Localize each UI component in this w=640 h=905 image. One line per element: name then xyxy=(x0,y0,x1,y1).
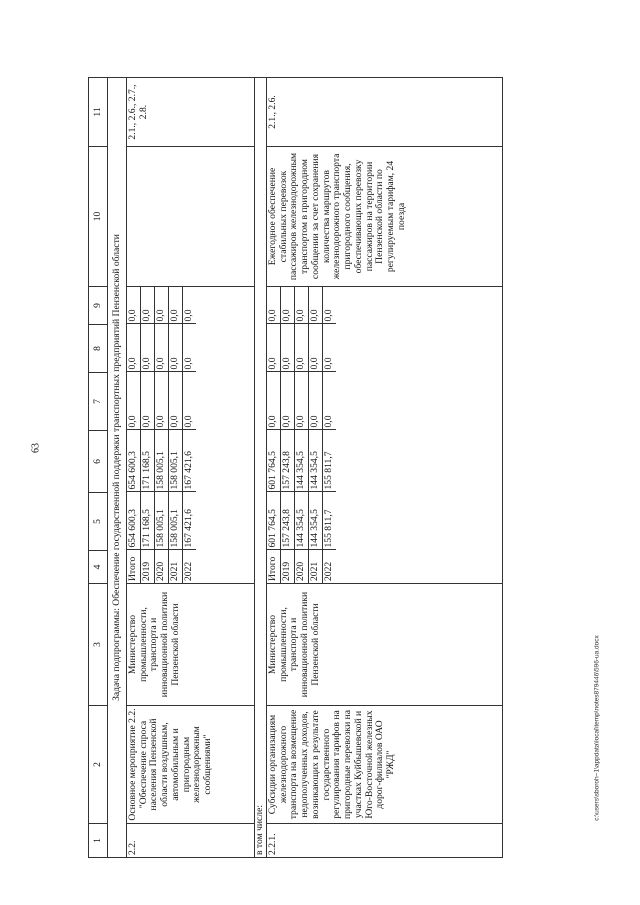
funding-row xyxy=(183,286,197,583)
executor-name: Министерство промышленности, транспорта и инновационной политики Пензенской области xyxy=(127,584,255,706)
year-cell: 2021 xyxy=(169,550,183,583)
funding-row xyxy=(295,286,309,583)
year-cell: 2020 xyxy=(295,550,309,583)
funding-row xyxy=(127,286,141,583)
federal-budget-cell: 0,0 xyxy=(141,372,155,430)
federal-budget-cell: 0,0 xyxy=(323,372,337,430)
year-cell: 2021 xyxy=(309,550,323,583)
event-name: Субсидии организациям железнодорожного транспорта на возмещение недополученных доходов, возникающих в результате государственного регулирования тарифов на пригородные перевозки на участках Куйбышевской и Юго-Восточной железных дорог-филиалов ОАО "РЖД" xyxy=(267,706,503,824)
row-number: 2.2. xyxy=(127,824,255,858)
regional-budget-cell: 601 764,5 xyxy=(267,430,281,492)
total-cell: 157 243,8 xyxy=(281,492,295,550)
local-budget-cell: 0,0 xyxy=(169,324,183,372)
header-col-9: 9 xyxy=(89,287,108,325)
federal-budget-cell: 0,0 xyxy=(267,372,281,430)
header-col-7: 7 xyxy=(89,373,108,431)
indicator-numbers: 2.1., 2.6., 2.7., 2.8. xyxy=(127,78,255,147)
header-col-1: 1 xyxy=(89,824,108,858)
expected-result: Ежегодное обеспечение стабильных перевозок пассажиров железнодорожным транспортом в пригородном сообщении за счет сохранения количества маршрутов железнодорожного транспорта пригородного сообщения, обеспечивающих перевозку пассажиров на территории Пензенской области по регулируемым тарифам, 24 поезда xyxy=(267,147,503,287)
regional-budget-cell: 167 421,6 xyxy=(183,430,197,492)
funding-row xyxy=(169,286,183,583)
header-col-10: 10 xyxy=(89,147,108,287)
federal-budget-cell: 0,0 xyxy=(281,372,295,430)
total-cell: 155 811,7 xyxy=(323,492,337,550)
federal-budget-cell: 0,0 xyxy=(183,372,197,430)
funding-row xyxy=(281,286,295,583)
header-col-3: 3 xyxy=(89,584,108,706)
header-row xyxy=(89,78,108,858)
local-budget-cell: 0,0 xyxy=(141,324,155,372)
federal-budget-cell: 0,0 xyxy=(127,372,141,430)
page-number: 63 xyxy=(30,443,42,453)
rotated-table-container xyxy=(88,78,628,858)
other-sources-cell: 0,0 xyxy=(183,286,197,324)
other-sources-cell: 0,0 xyxy=(141,286,155,324)
other-sources-cell: 0,0 xyxy=(169,286,183,324)
task-title: Задача подпрограммы: Обеспечение государственной поддержки транспортных предприятий Пензенской области xyxy=(108,78,127,858)
local-budget-cell: 0,0 xyxy=(267,324,281,372)
regional-budget-cell: 155 811,7 xyxy=(323,430,337,492)
header-col-11: 11 xyxy=(89,78,108,147)
regional-budget-cell: 158 005,1 xyxy=(169,430,183,492)
year-cell: 2022 xyxy=(323,561,335,581)
year-cell: 2019 xyxy=(281,550,295,583)
executor-name: Министерство промышленности, транспорта и инновационной политики Пензенской области xyxy=(267,584,503,706)
federal-budget-cell: 0,0 xyxy=(309,372,323,430)
table-row xyxy=(127,78,255,858)
header-col-2: 2 xyxy=(89,706,108,824)
total-cell: 171 168,5 xyxy=(141,492,155,550)
regional-budget-cell: 158 005,1 xyxy=(155,430,169,492)
funding-row xyxy=(267,286,281,583)
other-sources-cell: 0,0 xyxy=(267,286,281,324)
year-cell: 2022 xyxy=(183,561,195,581)
funding-row xyxy=(155,286,169,583)
total-cell: 158 005,1 xyxy=(155,492,169,550)
local-budget-cell: 0,0 xyxy=(309,324,323,372)
header-col-4: 4 xyxy=(89,551,108,584)
row-number: 2.2.1. xyxy=(267,824,503,858)
funding-row xyxy=(323,286,337,583)
local-budget-cell: 0,0 xyxy=(183,324,197,372)
funding-table xyxy=(127,286,196,583)
including-row xyxy=(255,78,267,858)
header-col-8: 8 xyxy=(89,325,108,373)
regional-budget-cell: 144 354,5 xyxy=(295,430,309,492)
header-col-5: 5 xyxy=(89,493,108,551)
funding-table xyxy=(267,286,336,583)
local-budget-cell: 0,0 xyxy=(155,324,169,372)
funding-row xyxy=(309,286,323,583)
year-cell: Итого xyxy=(267,550,281,583)
other-sources-cell: 0,0 xyxy=(127,286,141,324)
footer-file-path: c:\users\sboroh~1\appdata\local\temp\notes879446\596-ua.docx xyxy=(593,635,601,821)
total-cell: 144 354,5 xyxy=(295,492,309,550)
local-budget-cell: 0,0 xyxy=(127,324,141,372)
year-cell: 2020 xyxy=(155,550,169,583)
task-row xyxy=(108,78,127,858)
funding-cell xyxy=(127,287,255,584)
regional-budget-cell: 157 243,8 xyxy=(281,430,295,492)
other-sources-cell: 0,0 xyxy=(155,286,169,324)
year-cell: 2019 xyxy=(141,550,155,583)
regional-budget-cell: 171 168,5 xyxy=(141,430,155,492)
year-cell: Итого xyxy=(127,550,141,583)
total-cell: 167 421,6 xyxy=(183,492,197,550)
total-cell: 601 764,5 xyxy=(267,492,281,550)
including-label: в том числе: xyxy=(255,78,267,858)
funding-cell xyxy=(267,287,503,584)
other-sources-cell: 0,0 xyxy=(281,286,295,324)
local-budget-cell: 0,0 xyxy=(295,324,309,372)
funding-row xyxy=(141,286,155,583)
event-name: Основное мероприятие 2.2. "Обеспечение спроса населения Пензенской области воздушным, автомобильным и пригородным железнодорожным сообщениями" xyxy=(127,706,255,824)
program-table xyxy=(88,77,503,858)
regional-budget-cell: 654 600,3 xyxy=(127,430,141,492)
other-sources-cell: 0,0 xyxy=(323,286,337,324)
regional-budget-cell: 144 354,5 xyxy=(309,430,323,492)
federal-budget-cell: 0,0 xyxy=(169,372,183,430)
total-cell: 654 600,3 xyxy=(127,492,141,550)
table-row xyxy=(267,78,503,858)
expected-result xyxy=(127,147,255,287)
total-cell: 144 354,5 xyxy=(309,492,323,550)
local-budget-cell: 0,0 xyxy=(281,324,295,372)
other-sources-cell: 0,0 xyxy=(295,286,309,324)
other-sources-cell: 0,0 xyxy=(309,286,323,324)
header-col-6: 6 xyxy=(89,431,108,493)
federal-budget-cell: 0,0 xyxy=(155,372,169,430)
local-budget-cell: 0,0 xyxy=(323,324,337,372)
indicator-numbers: 2.1., 2.6. xyxy=(267,78,503,147)
total-cell: 158 005,1 xyxy=(169,492,183,550)
federal-budget-cell: 0,0 xyxy=(295,372,309,430)
